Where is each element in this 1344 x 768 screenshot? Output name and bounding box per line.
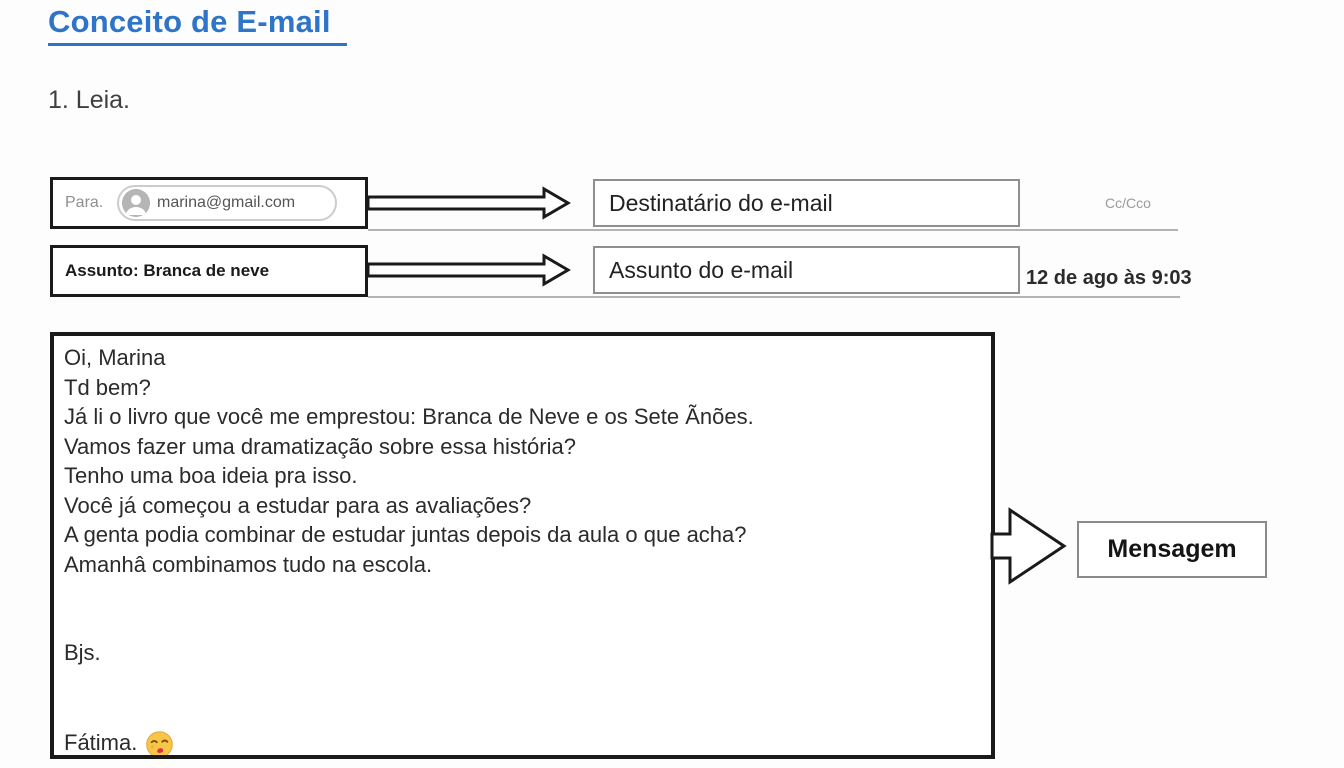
message-explanation-label: Mensagem	[1107, 535, 1237, 563]
to-field-box	[50, 177, 368, 229]
subject-row-divider-line	[368, 296, 1180, 298]
message-body-box	[50, 332, 995, 759]
date-label: 12 de ago às 9:03	[1026, 267, 1192, 289]
message-line: Oi, Marina	[64, 345, 166, 370]
message-line: A genta podia combinar de estudar juntas depois da aula o que acha?	[64, 522, 747, 547]
message-line: Já li o livro que você me emprestou: Branca de Neve e os Sete Ãnões.	[64, 404, 754, 429]
message-blank-line	[64, 581, 983, 611]
subject-explanation-box	[593, 246, 1020, 294]
subject-field-box	[50, 245, 368, 297]
to-row-divider-line	[368, 229, 1178, 231]
signature-row	[64, 729, 983, 759]
cc-bcc-label: Cc/Cco	[1105, 195, 1151, 211]
message-blank-line	[64, 670, 983, 700]
signature-name: Fátima.	[64, 730, 138, 756]
subject-field-text: Assunto: Branca de neve	[65, 261, 270, 280]
recipient-explanation-box	[593, 179, 1020, 227]
avatar-icon	[122, 189, 150, 217]
recipient-chip	[117, 185, 337, 221]
message-blank-line	[64, 611, 983, 641]
subject-explanation-label: Assunto do e-mail	[609, 256, 794, 283]
recipient-explanation-label: Destinatário do e-mail	[609, 189, 833, 216]
message-arrow-icon	[990, 504, 1070, 588]
message-line: Vamos fazer uma dramatização sobre essa história?	[64, 433, 576, 459]
to-field-label: Para.	[65, 194, 104, 211]
kiss-emoji-icon	[146, 731, 173, 758]
message-line: Td bem?	[64, 374, 151, 400]
message-line: Você já começou a estudar para as avaliações?	[64, 492, 532, 518]
arrow-right-icon	[366, 185, 572, 221]
message-line: Bjs.	[64, 640, 101, 665]
arrow-right-icon	[366, 252, 572, 288]
instruction-text: 1. Leia.	[48, 86, 131, 114]
message-line: Tenho uma boa ideia pra isso.	[64, 463, 358, 488]
page-title: Conceito de E-mail	[48, 4, 347, 46]
message-explanation-box	[1077, 521, 1267, 578]
recipient-email: marina@gmail.com	[157, 194, 296, 211]
message-blank-line	[64, 699, 983, 729]
message-line: Amanhâ combinamos tudo na escola.	[64, 551, 433, 577]
